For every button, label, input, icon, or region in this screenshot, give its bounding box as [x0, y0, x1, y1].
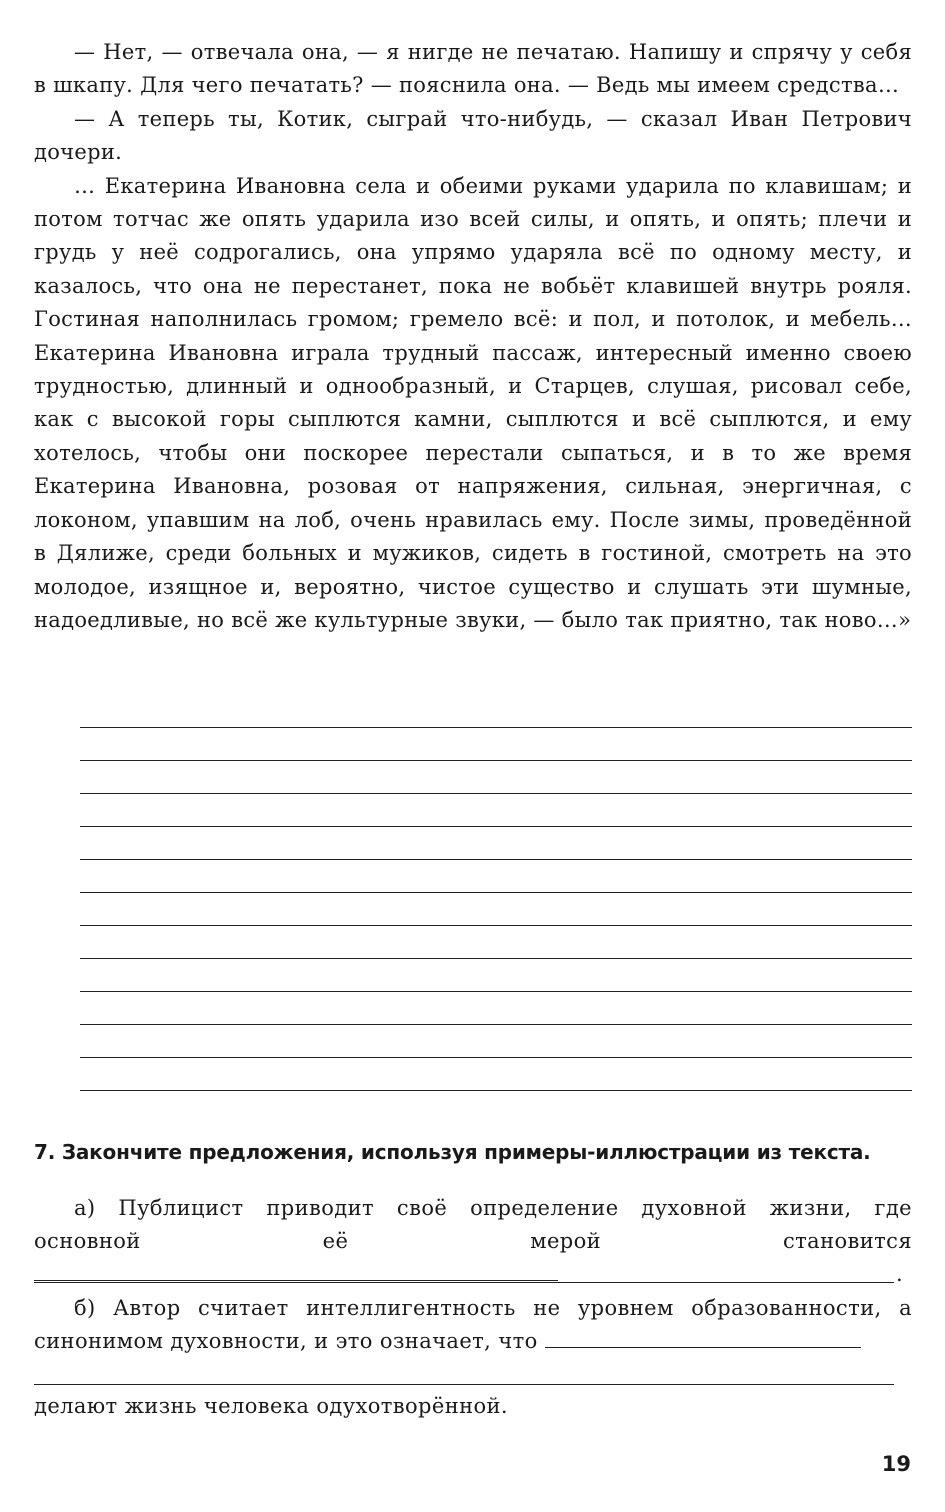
answer-line[interactable]: [80, 1057, 912, 1058]
page-number: 19: [881, 1452, 911, 1476]
task-7a: [34, 1192, 912, 1291]
answer-line[interactable]: [80, 892, 912, 893]
passage-paragraph-1: — Нет, — отвечала она, — я нигде не печатаю. Напишу и спрячу у себя в шкапу. Для чего печатать? — пояснила она. — Ведь мы имеем средства…: [34, 40, 912, 98]
passage-paragraph-3: … Екатерина Ивановна села и обеими руками ударила по клавишам; и потом тотчас же опять ударила изо всей силы, и опять, и опять; плечи и грудь у неё содрогались, она упрямо ударяла всё по одному месту, и казалось, что она не перестанет, пока не вобьёт клавишей внутрь рояля. Гостиная наполнилась громом; гремело всё: и пол, и потолок, и мебель… Екатерина Ивановна играла трудный пассаж, интересный именно своею трудностью, длинный и однообразный, и Старцев, слушая, рисовал себе, как с высокой горы сыплются камни, сыплются и всё сыплются, и ему хотелось, чтобы они поскорее перестали сыпаться, и в то же время Екатерина Ивановна, розовая от напряжения, сильная, энергичная, с локоном, упавшим на лоб, очень нравилась ему. После зимы, проведённой в Дялиже, среди больных и мужиков, сидеть в гостиной, смотреть на это молодое, изящное и, вероятно, чистое существо и слушать эти шумные, надоедливые, но всё же культурные звуки, — было так приятно, так ново…»: [34, 173, 912, 632]
answer-line[interactable]: [80, 760, 912, 761]
answer-line[interactable]: [80, 826, 912, 827]
task-7a-blank[interactable]: [34, 1260, 558, 1281]
task-7-heading: 7. Закончите предложения, используя примеры-иллюстрации из текста.: [34, 1140, 871, 1164]
answer-line[interactable]: [80, 793, 912, 794]
task-7a-blank-line[interactable]: [34, 1282, 894, 1283]
answer-line[interactable]: [80, 859, 912, 860]
task-7b-text: б) Автор считает интеллигентность не уровнем образованности, а синонимом духовности, и это означает, что: [34, 1296, 912, 1353]
answer-line[interactable]: [80, 1090, 912, 1091]
task-7b: [34, 1292, 912, 1358]
answer-line[interactable]: [80, 727, 912, 728]
task-7a-text: а) Публицист приводит своё определение духовной жизни, где основной её мерой становится: [34, 1196, 912, 1253]
task-7b-blank-line[interactable]: [34, 1384, 894, 1385]
answer-line[interactable]: [80, 1024, 912, 1025]
answer-line[interactable]: [80, 925, 912, 926]
literary-passage: [34, 36, 912, 637]
task-7b-blank[interactable]: [545, 1327, 861, 1348]
task-7a-period: .: [896, 1262, 903, 1286]
answer-line[interactable]: [80, 958, 912, 959]
task-7b-ending: делают жизнь человека одухотворённой.: [34, 1394, 509, 1418]
answer-line[interactable]: [80, 991, 912, 992]
passage-paragraph-2: — А теперь ты, Котик, сыграй что-нибудь, — сказал Иван Петрович дочери.: [34, 106, 912, 165]
